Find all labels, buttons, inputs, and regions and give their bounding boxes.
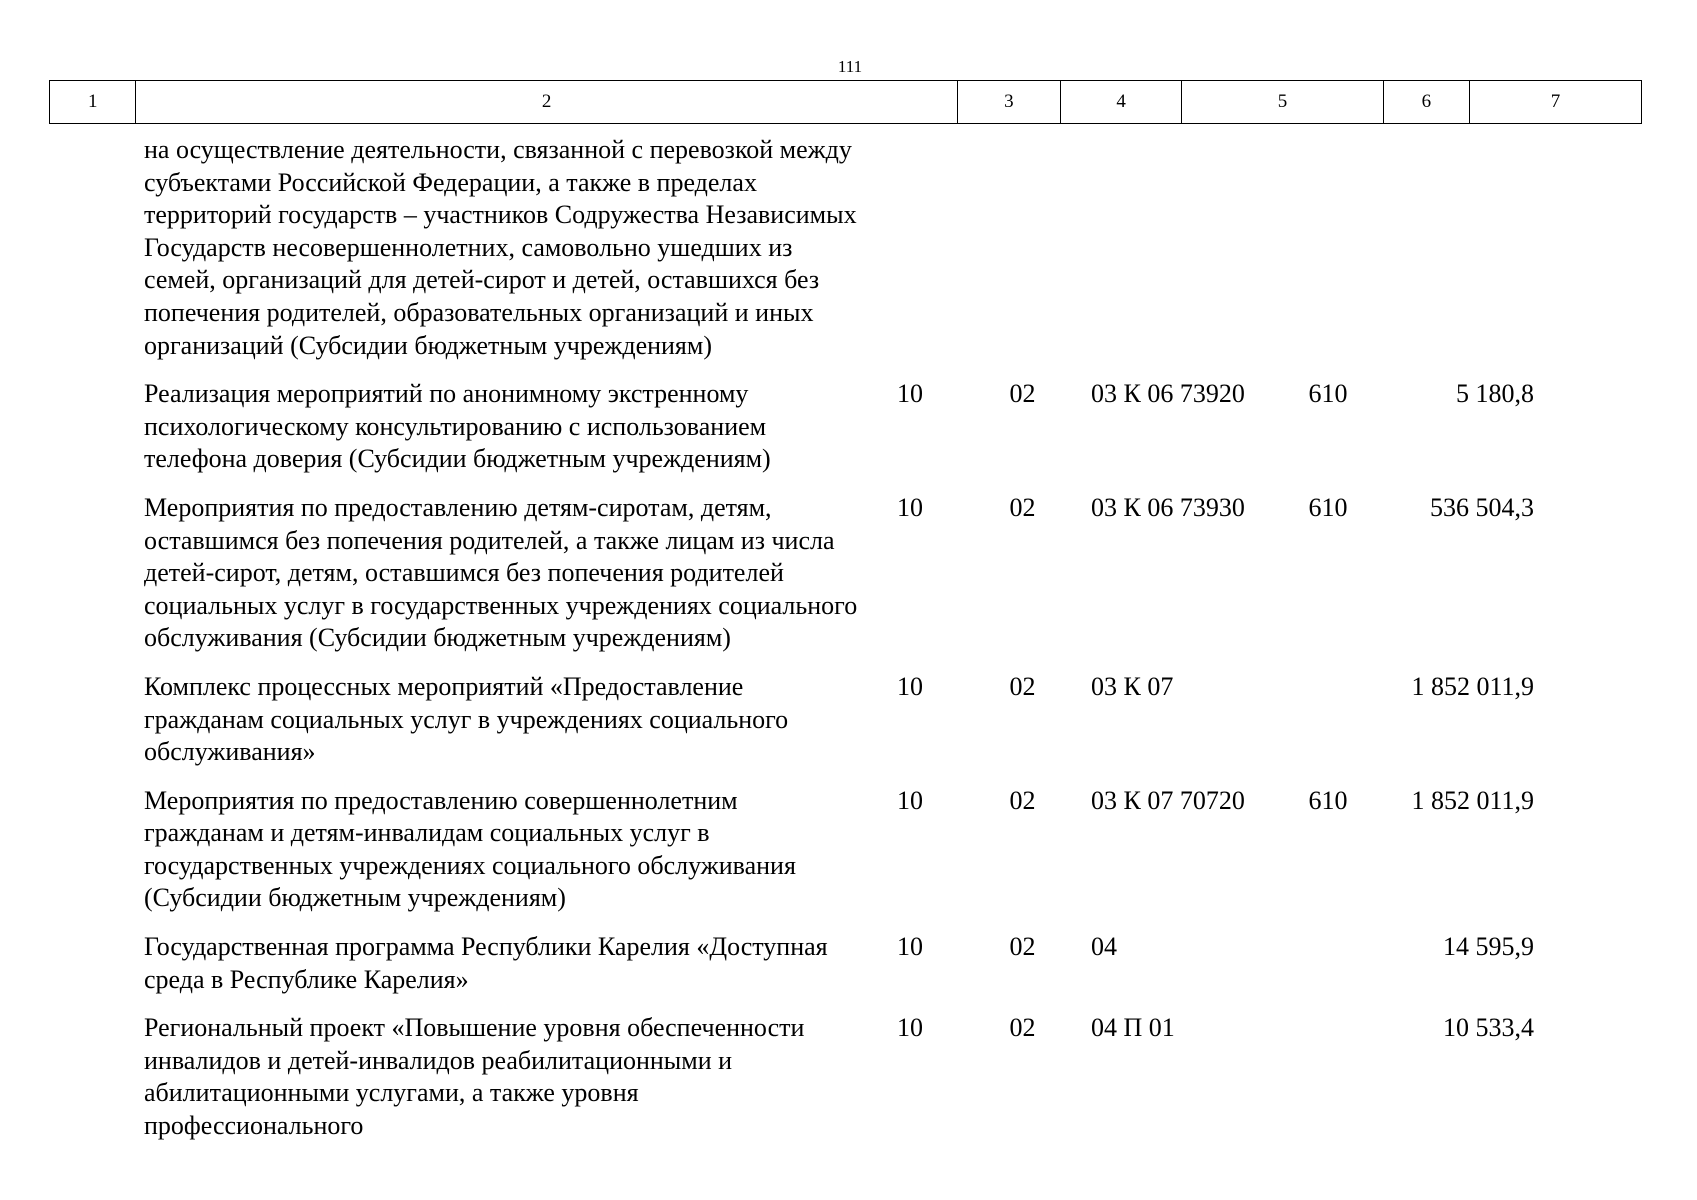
row-amount: 1 852 011,9 xyxy=(1411,785,1534,815)
budget-table-body xyxy=(49,134,1642,1159)
row-section: 10 xyxy=(897,671,923,701)
header-col-7: 7 xyxy=(1470,81,1642,124)
row-expense-type: 610 xyxy=(1308,379,1348,409)
row-section: 10 xyxy=(897,1013,923,1043)
row-name: Региональный проект «Повышение уровня обеспеченности инвалидов и детей-инвалидов реабилитационными и абилитационными услугами, а также уровня профессионального xyxy=(144,1013,805,1141)
header-col-1: 1 xyxy=(50,81,136,124)
header-col-6: 6 xyxy=(1383,81,1469,124)
table-row xyxy=(49,378,1642,476)
row-subsection: 02 xyxy=(1009,785,1036,815)
row-section: 10 xyxy=(897,379,923,409)
table-row xyxy=(49,931,1642,996)
row-amount xyxy=(1371,134,1542,362)
row-target-article: 03 К 07 70720 xyxy=(1091,785,1245,815)
row-expense-type xyxy=(1285,134,1371,362)
table-row xyxy=(49,134,1642,362)
table-row xyxy=(49,1012,1642,1142)
row-expense-type xyxy=(1285,1012,1371,1142)
row-subsection: 02 xyxy=(1009,671,1036,701)
row-subsection: 02 xyxy=(1009,492,1036,522)
row-expense-type: 610 xyxy=(1308,492,1348,522)
row-target-article: 04 xyxy=(1091,932,1117,962)
row-name: Комплекс процессных мероприятий «Предоставление гражданам социальных услуг в учреждениях социального обслуживания» xyxy=(144,671,789,767)
table-row xyxy=(49,492,1642,655)
header-col-5: 5 xyxy=(1182,81,1383,124)
row-target-article: 03 К 06 73920 xyxy=(1091,379,1245,409)
row-section: 10 xyxy=(897,932,923,962)
row-name: на осуществление деятельности, связанной с перевозкой между субъектами Российской Федерации, а также в пределах территорий государств – участников Содружества Независимых Государств несовершеннолетних, самовольно ушедших из семей, организаций для детей-сирот и детей, оставшихся без попечения родителей, образовательных организаций и иных организаций (Субсидии бюджетным учреждениям) xyxy=(144,135,857,360)
row-target-article: 04 П 01 xyxy=(1091,1013,1175,1043)
table-row xyxy=(49,785,1642,915)
row-expense-type xyxy=(1285,931,1371,996)
row-amount: 536 504,3 xyxy=(1430,492,1534,522)
row-section xyxy=(858,134,962,362)
row-subsection: 02 xyxy=(1009,1013,1036,1043)
column-number-header xyxy=(49,80,1642,124)
row-name: Мероприятия по предоставлению совершеннолетним гражданам и детям-инвалидам социальных услуг в государственных учреждениях социального обслуживания (Субсидии бюджетным учреждениям) xyxy=(144,785,796,913)
header-col-3: 3 xyxy=(957,81,1060,124)
row-amount: 5 180,8 xyxy=(1456,379,1534,409)
row-section: 10 xyxy=(897,492,923,522)
row-target-article: 03 К 06 73930 xyxy=(1091,492,1245,522)
row-amount: 10 533,4 xyxy=(1443,1013,1534,1043)
table-row xyxy=(49,671,1642,769)
row-subsection: 02 xyxy=(1009,379,1036,409)
row-name: Реализация мероприятий по анонимному экстренному психологическому консультированию с использованием телефона доверия (Субсидии бюджетным учреждениям) xyxy=(144,379,771,474)
row-subsection: 02 xyxy=(1009,932,1036,962)
row-expense-type xyxy=(1285,671,1371,769)
row-name: Мероприятия по предоставлению детям-сиротам, детям, оставшимся без попечения родителей, а также лицам из числа детей-сирот, детям, оставшимся без попечения родителей социальных услуг в государственных учреждениях социального обслуживания (Субсидии бюджетным учреждениям) xyxy=(144,492,858,653)
row-amount: 1 852 011,9 xyxy=(1411,671,1534,701)
header-col-2: 2 xyxy=(136,81,957,124)
row-name: Государственная программа Республики Карелия «Доступная среда в Республике Карелия» xyxy=(144,932,828,994)
row-expense-type: 610 xyxy=(1308,785,1348,815)
row-amount: 14 595,9 xyxy=(1443,932,1534,962)
row-target-article: 03 К 07 xyxy=(1091,671,1174,701)
row-subsection xyxy=(962,134,1083,362)
page-number: 111 xyxy=(837,57,863,76)
row-target-article xyxy=(1083,134,1285,362)
row-section: 10 xyxy=(897,785,923,815)
header-col-4: 4 xyxy=(1061,81,1182,124)
